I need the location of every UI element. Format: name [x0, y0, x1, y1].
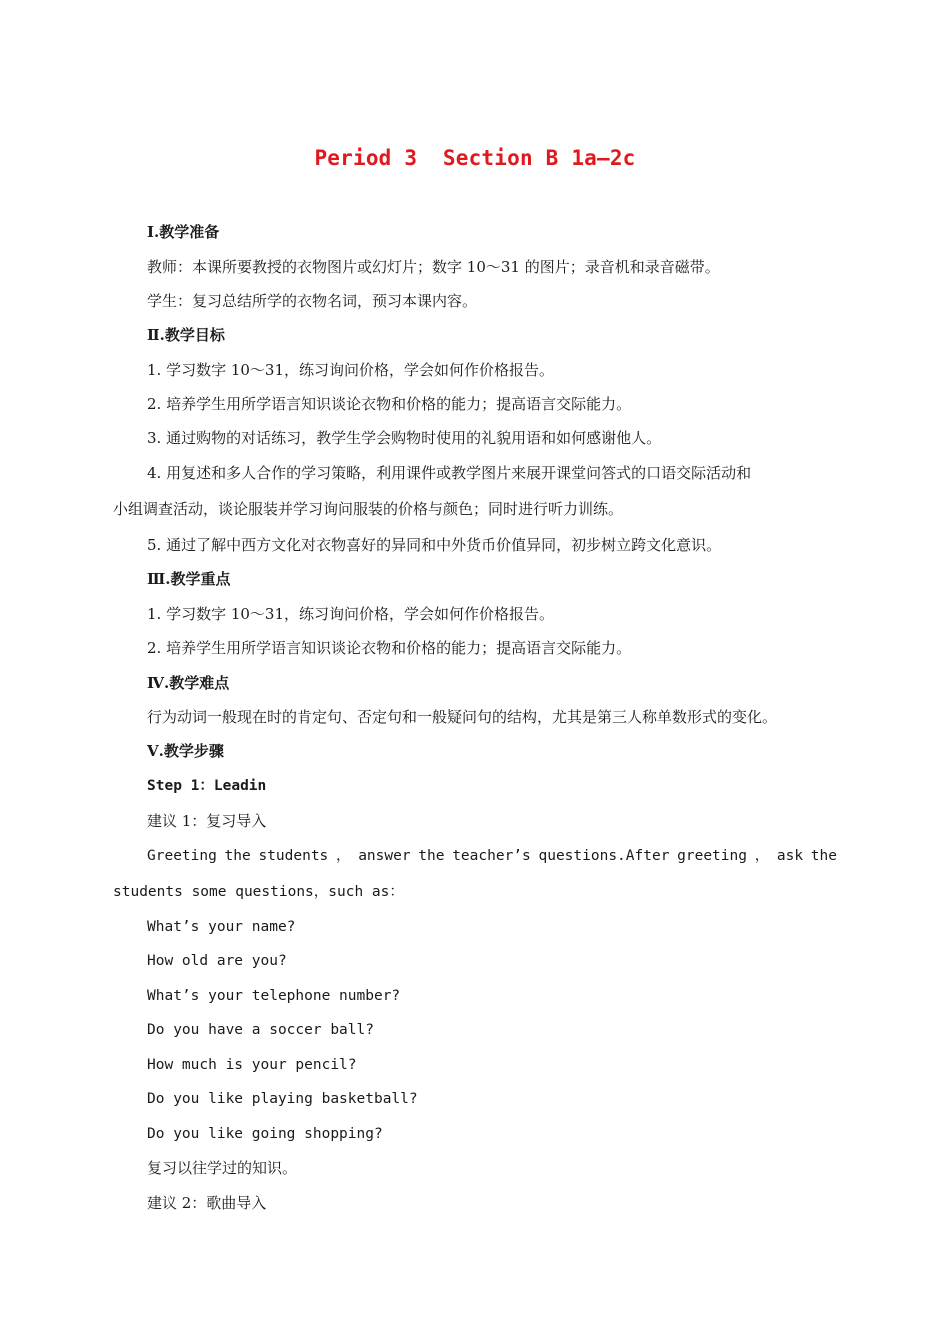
greeting-word: greeting — [677, 848, 747, 864]
section-heading-key-points: Ⅲ.教学重点 — [147, 570, 231, 588]
objective-item: 1. 学习数字 10～31，练习询问价格，学会如何作价格报告。 — [147, 361, 555, 379]
greeting-instruction — [147, 846, 837, 866]
suggestion-2: 建议 2：歌曲导入 — [147, 1194, 267, 1212]
greeting-instruction-continuation: students some questions，such as： — [113, 884, 404, 900]
section-heading-difficulties: Ⅳ.教学难点 — [147, 674, 230, 692]
key-point-item: 2. 培养学生用所学语言知识谈论衣物和价格的能力；提高语言交际能力。 — [147, 639, 632, 657]
objective-item-continuation: 小组调查活动，谈论服装并学习询问服装的价格与颜色；同时进行听力训练。 — [113, 500, 624, 518]
objective-item: 3. 通过购物的对话练习，教学生学会购物时使用的礼貌用语和如何感谢他人。 — [147, 429, 662, 447]
question-item: What’s your name? — [147, 919, 296, 935]
section-heading-steps: Ⅴ.教学步骤 — [147, 742, 224, 760]
objective-item: 5. 通过了解中西方文化对衣物喜好的异同和中外货币价值异同，初步树立跨文化意识。 — [147, 536, 722, 554]
objective-item: 4. 用复述和多人合作的学习策略，利用课件或教学图片来展开课堂问答式的口语交际活动和 — [147, 464, 752, 482]
question-item: Do you have a soccer ball? — [147, 1022, 374, 1038]
greeting-word: ， — [336, 848, 351, 864]
objective-item: 2. 培养学生用所学语言知识谈论衣物和价格的能力；提高语言交际能力。 — [147, 395, 632, 413]
greeting-word: students — [258, 848, 329, 864]
question-item: Do you like going shopping? — [147, 1126, 383, 1142]
greeting-word: the — [418, 848, 445, 864]
preparation-student: 学生：复习总结所学的衣物名词，预习本课内容。 — [147, 292, 478, 310]
key-point-item: 1. 学习数字 10～31，练习询问价格，学会如何作价格报告。 — [147, 605, 555, 623]
greeting-word: answer — [358, 848, 411, 864]
greeting-word: Greeting — [147, 848, 217, 864]
review-note: 复习以往学过的知识。 — [147, 1159, 298, 1177]
greeting-word: questions.After — [538, 848, 670, 864]
greeting-word: teacher’s — [452, 848, 531, 864]
preparation-teacher: 教师：本课所要教授的衣物图片或幻灯片；数字 10～31 的图片；录音机和录音磁带。 — [147, 258, 720, 276]
page-title: Period 3 Section B 1a—2c — [314, 146, 636, 170]
question-item: How much is your pencil? — [147, 1057, 357, 1073]
greeting-word: the — [810, 848, 837, 864]
difficulties-text: 行为动词一般现在时的肯定句、否定句和一般疑问句的结构，尤其是第三人称单数形式的变化。 — [147, 708, 778, 726]
greeting-word: ， — [754, 848, 770, 864]
section-heading-preparation: Ⅰ.教学准备 — [147, 223, 220, 241]
section-heading-objectives: Ⅱ.教学目标 — [147, 326, 225, 344]
step-1-title: Step 1：Leadin — [147, 778, 267, 794]
question-item: Do you like playing basketball? — [147, 1091, 418, 1107]
greeting-word: the — [224, 848, 251, 864]
suggestion-1: 建议 1：复习导入 — [147, 812, 267, 830]
greeting-word: ask — [776, 848, 804, 864]
question-item: What’s your telephone number? — [147, 988, 401, 1004]
question-item: How old are you? — [147, 953, 287, 969]
